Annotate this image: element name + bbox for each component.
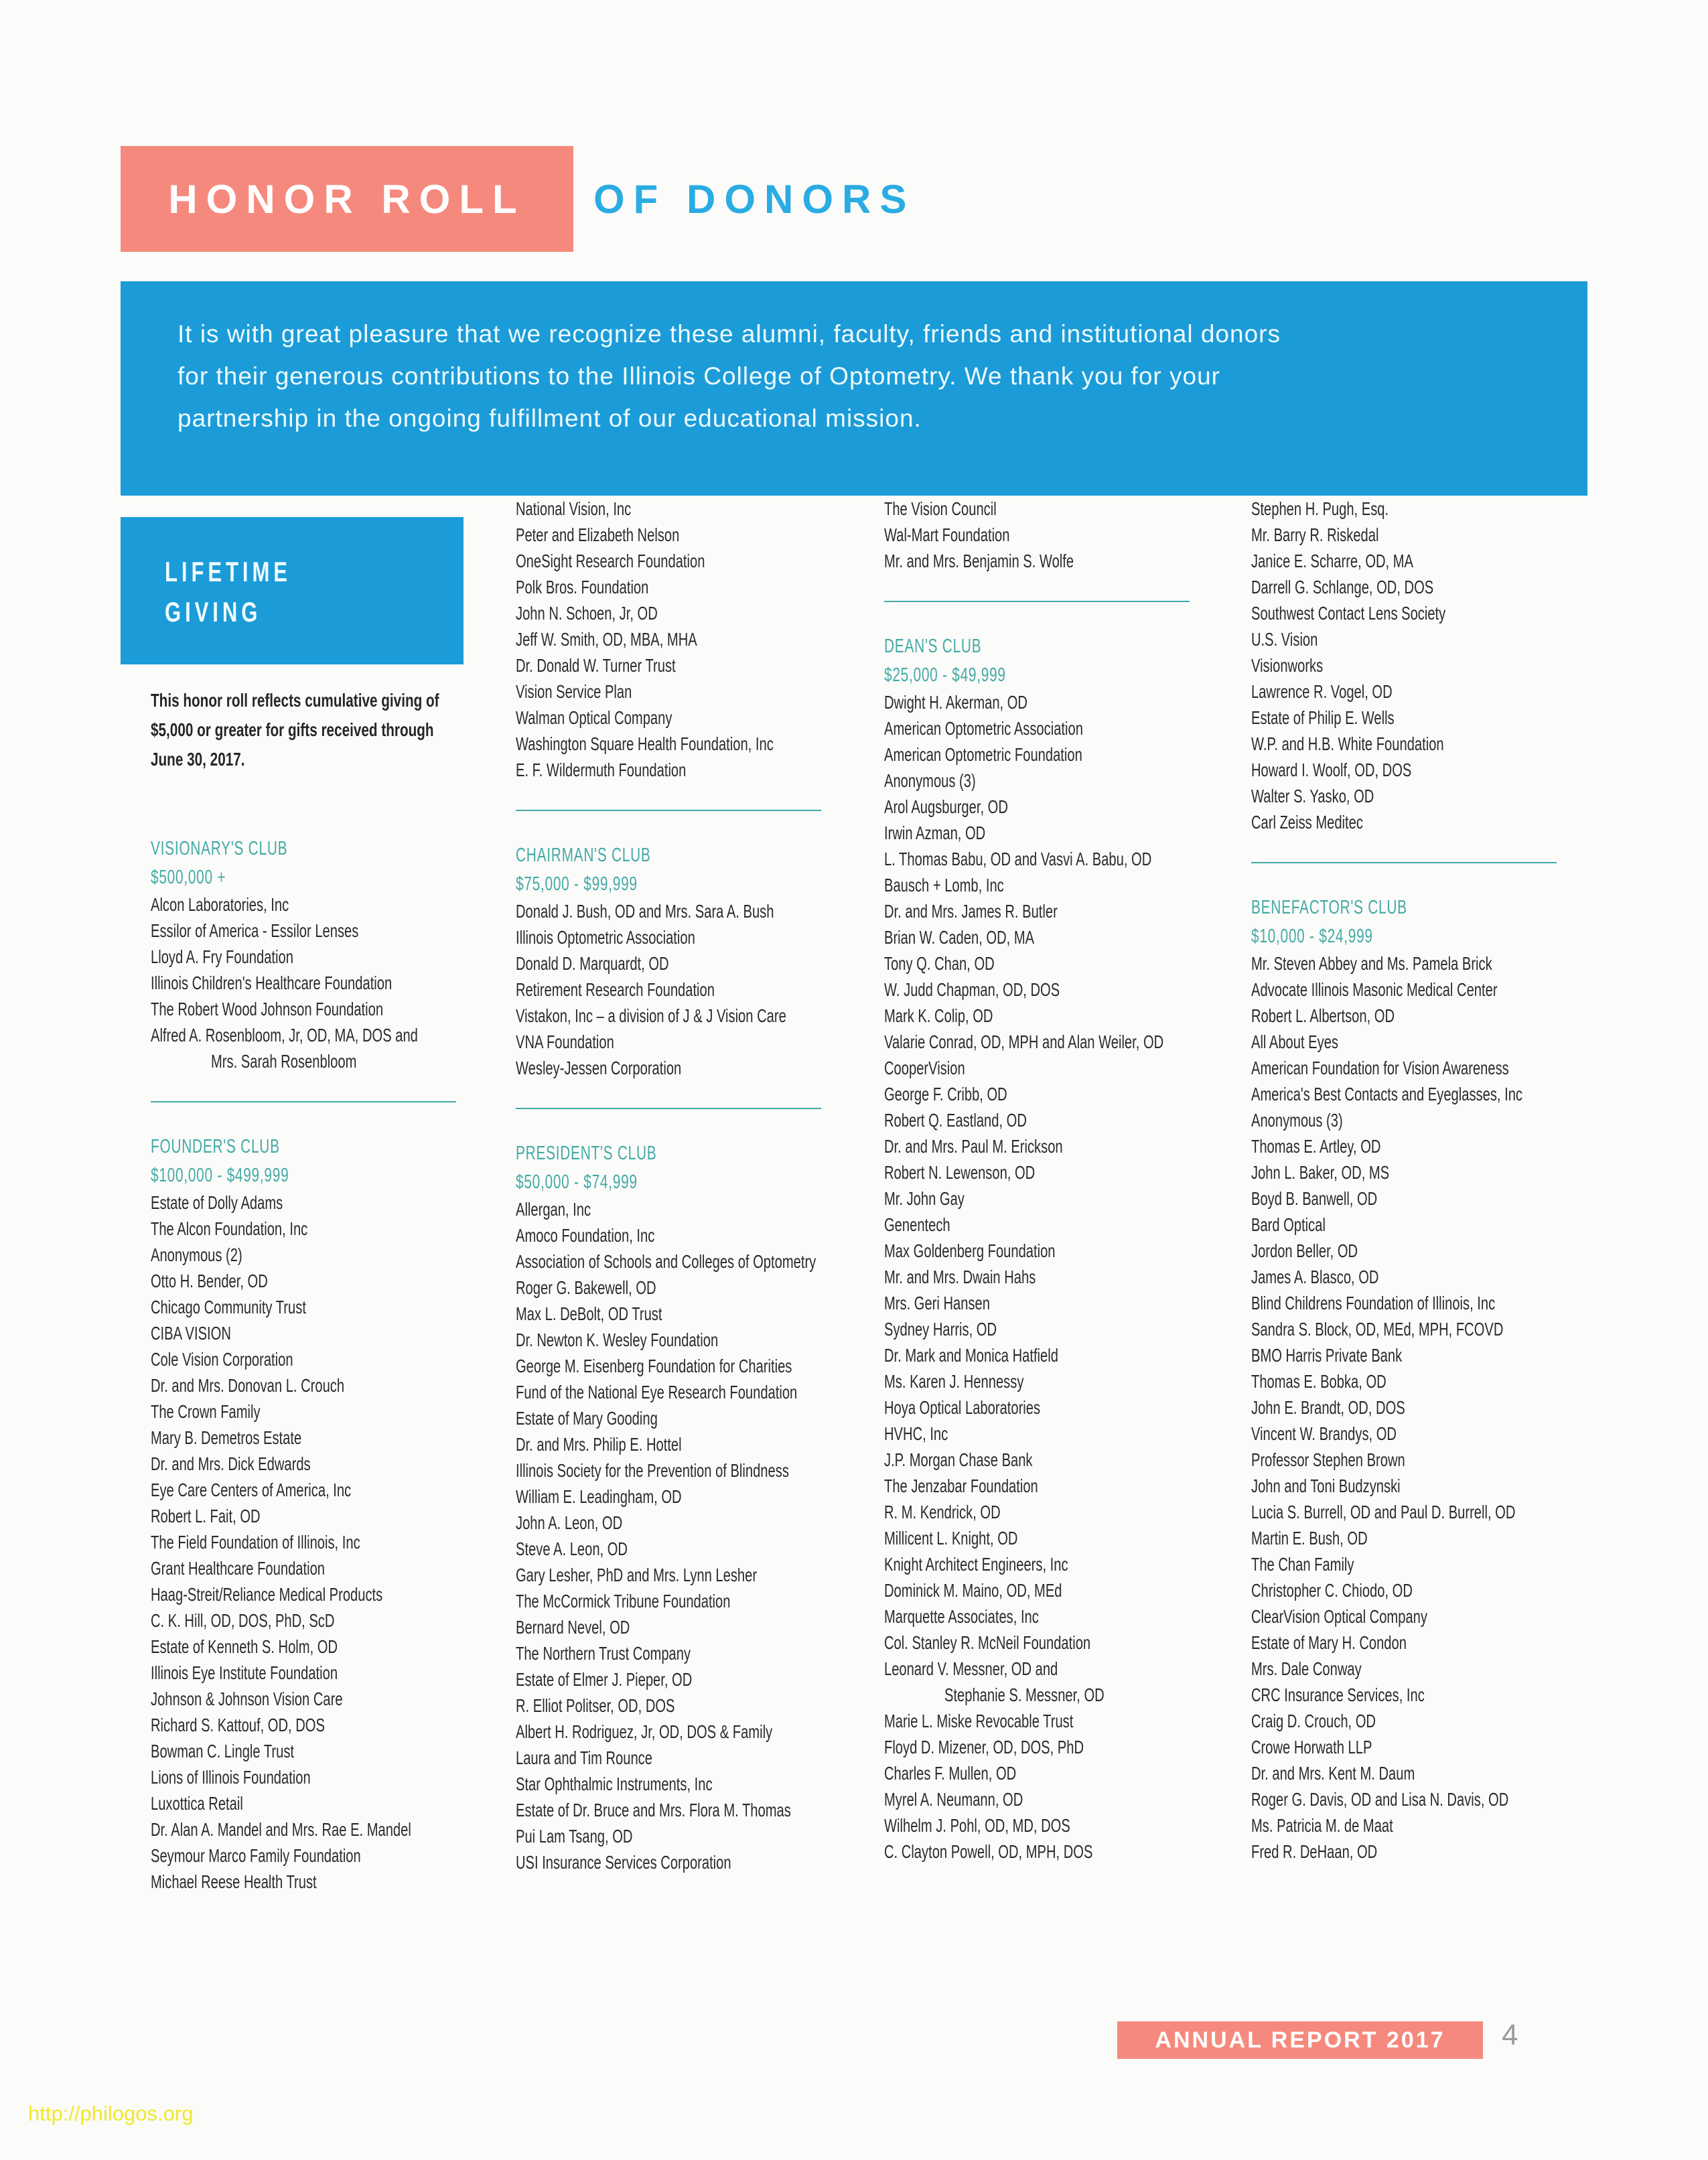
donor-name: Anonymous (3)	[1251, 1110, 1343, 1131]
donor-name: Otto H. Bender, OD	[151, 1271, 268, 1291]
donor-name: Estate of Kenneth S. Holm, OD	[151, 1636, 338, 1657]
donor-name: Millicent L. Knight, OD	[884, 1528, 1018, 1549]
donor-name: Seymour Marco Family Foundation	[151, 1845, 361, 1866]
donor-name: Howard I. Woolf, OD, DOS	[1251, 760, 1412, 780]
donor-name: W.P. and H.B. White Foundation	[1251, 733, 1444, 754]
donor-name: Haag-Streit/Reliance Medical Products	[151, 1584, 383, 1605]
donor-name: Richard S. Kattouf, OD, DOS	[151, 1715, 325, 1735]
donor-name: Fund of the National Eye Research Foundation	[516, 1382, 798, 1402]
donor-name: R. M. Kendrick, OD	[884, 1502, 1001, 1522]
note-line: This honor roll reflects cumulative giving of	[151, 690, 439, 711]
donor-name: The Chan Family	[1251, 1554, 1354, 1575]
donor-name: Vistakon, Inc – a division of J & J Vision Care	[516, 1005, 786, 1026]
donor-name: Alfred A. Rosenbloom, Jr, OD, MA, DOS and	[151, 1025, 418, 1046]
donor-name: Lucia S. Burrell, OD and Paul D. Burrell, OD	[1251, 1502, 1516, 1522]
donor-name: Dr. Newton K. Wesley Foundation	[516, 1329, 719, 1350]
donor-name: Ms. Karen J. Hennessy	[884, 1371, 1024, 1392]
column-divider	[516, 810, 821, 811]
donor-name: Chicago Community Trust	[151, 1297, 306, 1317]
donor-name: Illinois Society for the Prevention of Blindness	[516, 1460, 789, 1481]
donor-name: Anonymous (3)	[884, 770, 976, 791]
page-number: 4	[1502, 2019, 1518, 2051]
donor-name: Essilor of America - Essilor Lenses	[151, 920, 359, 941]
donor-name: John E. Brandt, OD, DOS	[1251, 1397, 1405, 1418]
donor-name: Lloyd A. Fry Foundation	[151, 946, 293, 967]
annual-report-badge	[1117, 2021, 1483, 2059]
donor-name: Mrs. Dale Conway	[1251, 1658, 1362, 1679]
donor-name: John A. Leon, OD	[516, 1512, 623, 1533]
donor-name: Walter S. Yasko, OD	[1251, 786, 1374, 806]
donor-name: Marie L. Miske Revocable Trust	[884, 1711, 1074, 1731]
giving-level-range: $500,000 +	[151, 867, 226, 888]
donor-name: Estate of Mary H. Condon	[1251, 1632, 1407, 1653]
donor-name: ClearVision Optical Company	[1251, 1606, 1427, 1627]
donor-name: Southwest Contact Lens Society	[1251, 603, 1446, 624]
donor-name: Bowman C. Lingle Trust	[151, 1741, 295, 1761]
donor-name: Jordon Beller, OD	[1251, 1240, 1358, 1261]
giving-level-range: $75,000 - $99,999	[516, 873, 638, 895]
donor-name: Thomas E. Artley, OD	[1251, 1136, 1381, 1157]
donor-name: Darrell G. Schlange, OD, DOS	[1251, 577, 1434, 597]
donor-name: Illinois Children's Healthcare Foundation	[151, 973, 393, 993]
lifetime-giving-title-line1: LIFETIME	[165, 556, 291, 587]
donor-name: Michael Reese Health Trust	[151, 1871, 317, 1892]
donor-name: Association of Schools and Colleges of Optometry	[516, 1251, 816, 1272]
note-line: $5,000 or greater for gifts received through	[151, 719, 434, 740]
donor-name: Boyd B. Banwell, OD	[1251, 1188, 1378, 1209]
lifetime-giving-title-line2: GIVING	[165, 596, 262, 628]
giving-level-title: DEAN'S CLUB	[884, 636, 982, 657]
donor-name: Lions of Illinois Foundation	[151, 1767, 311, 1788]
donor-name: Hoya Optical Laboratories	[884, 1397, 1041, 1418]
donor-name: HVHC, Inc	[884, 1423, 948, 1444]
donor-name: Donald D. Marquardt, OD	[516, 953, 669, 974]
donor-name: U.S. Vision	[1251, 629, 1318, 650]
honor-roll-title-box	[121, 146, 573, 252]
donor-name: Mrs. Geri Hansen	[884, 1293, 990, 1313]
donor-name: Visionworks	[1251, 655, 1324, 676]
donor-name: The Vision Council	[884, 498, 997, 519]
donor-name: Lawrence R. Vogel, OD	[1251, 681, 1393, 702]
donor-name: Roger G. Bakewell, OD	[516, 1277, 656, 1298]
donor-name: Dr. and Mrs. James R. Butler	[884, 901, 1058, 922]
donor-name: Estate of Dolly Adams	[151, 1192, 283, 1213]
donor-name: Luxottica Retail	[151, 1793, 243, 1814]
donor-name: Max Goldenberg Foundation	[884, 1240, 1056, 1261]
donor-name: Eye Care Centers of America, Inc	[151, 1480, 352, 1500]
donor-name: Pui Lam Tsang, OD	[516, 1826, 633, 1847]
donor-name: Estate of Mary Gooding	[516, 1408, 658, 1429]
donor-name: Blind Childrens Foundation of Illinois, Inc	[1251, 1293, 1496, 1313]
donor-name: CIBA VISION	[151, 1323, 231, 1344]
column-divider	[884, 601, 1190, 602]
donor-name: Floyd D. Mizener, OD, DOS, PhD	[884, 1737, 1084, 1757]
donor-name: Leonard V. Messner, OD and	[884, 1658, 1058, 1679]
donor-name: All About Eyes	[1251, 1031, 1339, 1052]
donor-name: Dr. Alan A. Mandel and Mrs. Rae E. Mandel	[151, 1819, 411, 1840]
donor-name: Arol Augsburger, OD	[884, 796, 1008, 817]
donor-name: Illinois Eye Institute Foundation	[151, 1662, 338, 1683]
donor-name: BMO Harris Private Bank	[1251, 1345, 1403, 1366]
donor-name: Allergan, Inc	[516, 1199, 591, 1220]
donor-name: Craig D. Crouch, OD	[1251, 1711, 1376, 1731]
donor-name: James A. Blasco, OD	[1251, 1267, 1379, 1287]
donor-name: American Foundation for Vision Awareness	[1251, 1058, 1509, 1078]
donor-name: Wilhelm J. Pohl, OD, MD, DOS	[884, 1815, 1070, 1836]
donor-name: Crowe Horwath LLP	[1251, 1737, 1372, 1757]
donor-name: Cole Vision Corporation	[151, 1349, 293, 1370]
donor-name: Walman Optical Company	[516, 707, 672, 728]
donor-name: Mr. Steven Abbey and Ms. Pamela Brick	[1251, 953, 1492, 974]
donor-name: George F. Cribb, OD	[884, 1084, 1007, 1104]
donor-name: OneSight Research Foundation	[516, 551, 705, 571]
donor-name: Marquette Associates, Inc	[884, 1606, 1039, 1627]
lifetime-giving-note	[151, 686, 526, 774]
intro-line: for their generous contributions to the Illinois College of Optometry. We thank you for your	[177, 362, 1220, 390]
donor-name: Anonymous (2)	[151, 1244, 242, 1265]
donor-name: National Vision, Inc	[516, 498, 632, 519]
donor-name: John L. Baker, OD, MS	[1251, 1162, 1390, 1183]
donor-name: The Field Foundation of Illinois, Inc	[151, 1532, 360, 1553]
donor-name: Col. Stanley R. McNeil Foundation	[884, 1632, 1091, 1653]
donor-name: Steve A. Leon, OD	[516, 1538, 628, 1559]
giving-level-title: BENEFACTOR'S CLUB	[1251, 897, 1407, 918]
donor-name: Mr. John Gay	[884, 1188, 965, 1209]
watermark-url-link[interactable]: http://philogos.org	[28, 2102, 194, 2125]
donor-name: Professor Stephen Brown	[1251, 1449, 1405, 1470]
donor-name: Alcon Laboratories, Inc	[151, 894, 289, 915]
donor-name: Fred R. DeHaan, OD	[1251, 1841, 1378, 1862]
donor-name: Mary B. Demetros Estate	[151, 1427, 302, 1448]
donor-name: Martin E. Bush, OD	[1251, 1528, 1368, 1549]
annual-report-badge-label: ANNUAL REPORT 2017	[1155, 2027, 1445, 2053]
donor-name: Mr. Barry R. Riskedal	[1251, 524, 1379, 545]
donor-name: Laura and Tim Rounce	[516, 1747, 652, 1768]
page-title-primary: HONOR ROLL	[168, 176, 526, 222]
donor-name: Dr. and Mrs. Kent M. Daum	[1251, 1763, 1415, 1784]
donor-name: Max L. DeBolt, OD Trust	[516, 1303, 662, 1324]
page-title-secondary: OF DONORS	[593, 176, 916, 222]
donor-name: The McCormick Tribune Foundation	[516, 1591, 731, 1611]
donor-name: Estate of Philip E. Wells	[1251, 707, 1395, 728]
donor-name: Ms. Patricia M. de Maat	[1251, 1815, 1393, 1836]
donor-name: Sandra S. Block, OD, MEd, MPH, FCOVD	[1251, 1319, 1504, 1340]
donor-name: Wesley-Jessen Corporation	[516, 1058, 682, 1078]
donor-name: Knight Architect Engineers, Inc	[884, 1554, 1068, 1575]
donor-column-1	[151, 834, 460, 1895]
donor-name: Star Ophthalmic Instruments, Inc	[516, 1774, 713, 1794]
intro-line: partnership in the ongoing fulfillment of our educational mission.	[177, 405, 922, 432]
donor-name: Mr. and Mrs. Dwain Hahs	[884, 1267, 1036, 1287]
donor-name: Amoco Foundation, Inc	[516, 1225, 655, 1246]
donor-name: Washington Square Health Foundation, Inc	[516, 733, 774, 754]
column-divider	[516, 1108, 821, 1109]
donor-name: Advocate Illinois Masonic Medical Center	[1251, 979, 1498, 1000]
donor-name: George M. Eisenberg Foundation for Charities	[516, 1356, 792, 1376]
intro-line: It is with great pleasure that we recognize these alumni, faculty, friends and institutional donors	[177, 320, 1281, 348]
donor-name: Vision Service Plan	[516, 681, 632, 702]
donor-name: Robert L. Fait, OD	[151, 1506, 261, 1526]
giving-level-title: FOUNDER'S CLUB	[151, 1136, 280, 1157]
donor-name: USI Insurance Services Corporation	[516, 1852, 731, 1873]
donor-name: Illinois Optometric Association	[516, 927, 695, 948]
donor-name: Thomas E. Bobka, OD	[1251, 1371, 1386, 1392]
donor-name: Bard Optical	[1251, 1214, 1326, 1235]
donor-name: Valarie Conrad, OD, MPH and Alan Weiler, OD	[884, 1031, 1164, 1052]
note-line: June 30, 2017.	[151, 749, 245, 770]
donor-name: Polk Bros. Foundation	[516, 577, 649, 597]
donor-name: Carl Zeiss Meditec	[1251, 812, 1363, 833]
donor-name: Albert H. Rodriguez, Jr, OD, DOS & Family	[516, 1721, 773, 1742]
donor-name: CRC Insurance Services, Inc	[1251, 1684, 1425, 1705]
donor-name: Gary Lesher, PhD and Mrs. Lynn Lesher	[516, 1565, 758, 1585]
donor-name: C. K. Hill, OD, DOS, PhD, ScD	[151, 1610, 335, 1631]
donor-name: Tony Q. Chan, OD	[884, 953, 995, 974]
donor-name: America's Best Contacts and Eyeglasses, Inc	[1251, 1084, 1522, 1104]
donor-name: John and Toni Budzynski	[1251, 1475, 1401, 1496]
donor-name: Christopher C. Chiodo, OD	[1251, 1580, 1413, 1601]
donor-name: Estate of Elmer J. Pieper, OD	[516, 1669, 693, 1690]
donor-name: John N. Schoen, Jr, OD	[516, 603, 658, 624]
lifetime-giving-box	[121, 517, 464, 664]
donor-name: Dr. and Mrs. Dick Edwards	[151, 1453, 311, 1474]
donor-name: American Optometric Association	[884, 718, 1083, 739]
giving-level-range: $50,000 - $74,999	[516, 1171, 638, 1193]
donor-name: The Crown Family	[151, 1401, 261, 1422]
donor-name: William E. Leadingham, OD	[516, 1486, 682, 1507]
donor-name: Stephen H. Pugh, Esq.	[1251, 498, 1389, 519]
donor-name: Wal-Mart Foundation	[884, 524, 1010, 545]
donor-name: The Northern Trust Company	[516, 1643, 691, 1664]
donor-name: Mark K. Colip, OD	[884, 1005, 993, 1026]
donor-name: Robert Q. Eastland, OD	[884, 1110, 1027, 1131]
donor-name: Dr. Mark and Monica Hatfield	[884, 1345, 1058, 1366]
donor-name: Irwin Azman, OD	[884, 822, 986, 843]
donor-name: Dwight H. Akerman, OD	[884, 692, 1027, 713]
donor-name: Mr. and Mrs. Benjamin S. Wolfe	[884, 551, 1074, 571]
donor-name: The Jenzabar Foundation	[884, 1475, 1038, 1496]
donor-name: Brian W. Caden, OD, MA	[884, 927, 1035, 948]
donor-name: Jeff W. Smith, OD, MBA, MHA	[516, 629, 697, 650]
donor-name: Grant Healthcare Foundation	[151, 1558, 325, 1579]
giving-level-title: CHAIRMAN'S CLUB	[516, 845, 651, 866]
donor-name: VNA Foundation	[516, 1031, 614, 1052]
donor-name: Dominick M. Maino, OD, MEd	[884, 1580, 1062, 1601]
donor-name: Genentech	[884, 1214, 950, 1235]
donor-name: Dr. and Mrs. Donovan L. Crouch	[151, 1375, 345, 1396]
donor-name: W. Judd Chapman, OD, DOS	[884, 979, 1060, 1000]
donor-name: Dr. and Mrs. Philip E. Hottel	[516, 1434, 682, 1455]
donor-name: Peter and Elizabeth Nelson	[516, 524, 680, 545]
giving-level-range: $100,000 - $499,999	[151, 1165, 289, 1186]
donor-name: American Optometric Foundation	[884, 744, 1082, 765]
giving-level-range: $25,000 - $49,999	[884, 664, 1006, 686]
donor-name: R. Elliot Politser, OD, DOS	[516, 1695, 675, 1716]
donor-name: The Robert Wood Johnson Foundation	[151, 999, 384, 1019]
donor-name: Dr. Donald W. Turner Trust	[516, 655, 676, 676]
donor-name: Estate of Dr. Bruce and Mrs. Flora M. Thomas	[516, 1800, 791, 1820]
donor-name: Robert N. Lewenson, OD	[884, 1162, 1036, 1183]
donor-name: CooperVision	[884, 1058, 965, 1078]
donor-name: Retirement Research Foundation	[516, 979, 715, 1000]
donor-name: Sydney Harris, OD	[884, 1319, 997, 1340]
donor-name: The Alcon Foundation, Inc	[151, 1218, 308, 1239]
donor-name: Mrs. Sarah Rosenbloom	[211, 1051, 357, 1072]
donor-column-2	[516, 496, 825, 1875]
donor-name: Johnson & Johnson Vision Care	[151, 1688, 343, 1709]
giving-level-title: PRESIDENT'S CLUB	[516, 1143, 657, 1164]
donor-name: Dr. and Mrs. Paul M. Erickson	[884, 1136, 1063, 1157]
donor-name: Bernard Nevel, OD	[516, 1617, 630, 1638]
donor-name: Bausch + Lomb, Inc	[884, 875, 1004, 895]
giving-level-range: $10,000 - $24,999	[1251, 926, 1373, 947]
donor-name: Charles F. Mullen, OD	[884, 1763, 1017, 1784]
donor-name: J.P. Morgan Chase Bank	[884, 1449, 1033, 1470]
donor-column-3	[884, 496, 1194, 1865]
giving-level-title: VISIONARY'S CLUB	[151, 838, 288, 859]
donor-name: Robert L. Albertson, OD	[1251, 1005, 1395, 1026]
donor-name: Roger G. Davis, OD and Lisa N. Davis, OD	[1251, 1789, 1509, 1810]
column-divider	[1251, 862, 1557, 863]
donor-name: L. Thomas Babu, OD and Vasvi A. Babu, OD	[884, 849, 1152, 869]
intro-box	[121, 281, 1587, 496]
donor-name: Vincent W. Brandys, OD	[1251, 1423, 1397, 1444]
column-divider	[151, 1101, 456, 1102]
donor-name: Myrel A. Neumann, OD	[884, 1789, 1023, 1810]
donor-name: C. Clayton Powell, OD, MPH, DOS	[884, 1841, 1093, 1862]
donor-name: E. F. Wildermuth Foundation	[516, 760, 687, 780]
donor-name: Janice E. Scharre, OD, MA	[1251, 551, 1413, 571]
donor-name: Stephanie S. Messner, OD	[944, 1684, 1105, 1705]
donor-column-4	[1251, 496, 1561, 1865]
donor-name: Donald J. Bush, OD and Mrs. Sara A. Bush	[516, 901, 774, 922]
